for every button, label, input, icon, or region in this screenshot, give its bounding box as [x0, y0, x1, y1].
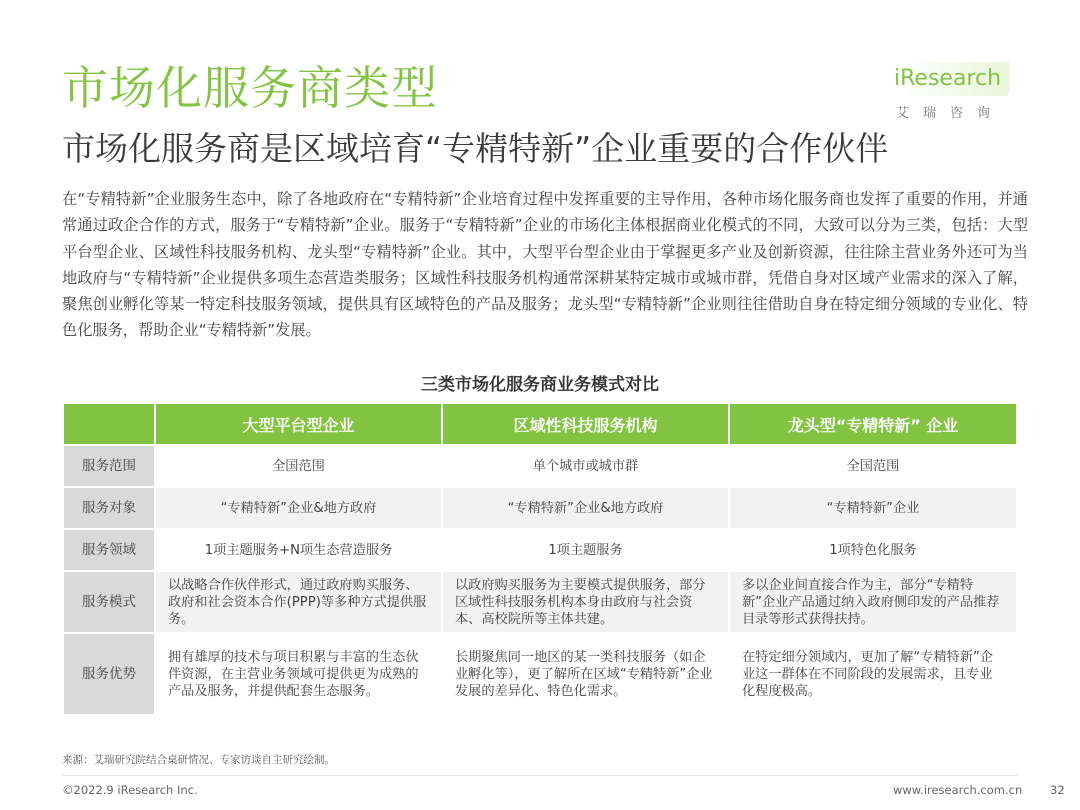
footer-website-link[interactable]: www.iresearch.com.cn [893, 783, 1023, 797]
table-row [64, 444, 1016, 486]
comparison-table [64, 404, 1016, 714]
source-note: 来源：艾瑞研究院结合桌研情况、专家访谈自主研究绘制。 [62, 754, 335, 766]
table-title: 三类市场化服务商业务模式对比 [421, 375, 659, 395]
table-row [64, 486, 1016, 528]
page-number: 32 [1050, 783, 1065, 797]
table-cell: 拥有雄厚的技术与项目积累与丰富的生态伙伴资源，在主营业务领域可提供更为成熟的产品及服务，并提供配套生态服务。 [156, 632, 443, 714]
table-cell: 1项主题服务 [443, 528, 730, 570]
table-cell: 1项特色化服务 [730, 528, 1016, 570]
row-label: 服务模式 [64, 570, 156, 632]
logo-wordmark: iResearch [890, 62, 1009, 96]
row-label: 服务优势 [64, 632, 156, 714]
table-cell: 全国范围 [156, 444, 443, 486]
table-row [64, 632, 1016, 714]
table-cell: “专精特新”企业&地方政府 [156, 486, 443, 528]
page-title: 市场化服务商类型 [62, 61, 438, 115]
table-cell: 以政府购买服务为主要模式提供服务，部分区域性科技服务机构本身由政府与社会资本、高校院所等主体共建。 [443, 570, 730, 632]
table-cell: “专精特新”企业&地方政府 [443, 486, 730, 528]
table-row [64, 570, 1016, 632]
table-cell: 单个城市或城市群 [443, 444, 730, 486]
footer-divider [62, 775, 1018, 776]
header-corner [64, 404, 156, 444]
table-row [64, 528, 1016, 570]
column-header: 区域性科技服务机构 [443, 404, 730, 444]
row-label: 服务领域 [64, 528, 156, 570]
column-header: 大型平台型企业 [156, 404, 443, 444]
table-cell: “专精特新”企业 [730, 486, 1016, 528]
table-cell: 全国范围 [730, 444, 1016, 486]
column-header: 龙头型“专精特新” 企业 [730, 404, 1016, 444]
table-cell: 1项主题服务+N项生态营造服务 [156, 528, 443, 570]
table-cell: 在特定细分领域内，更加了解“专精特新”企业这一群体在不同阶段的发展需求，且专业化程度极高。 [730, 632, 1016, 714]
table-cell: 长期聚焦同一地区的某一类科技服务（如企业孵化等），更了解所在区域“专精特新”企业发展的差异化、特色化需求。 [443, 632, 730, 714]
logo-chinese-name: 艾瑞咨询 [896, 106, 1005, 121]
row-label: 服务对象 [64, 486, 156, 528]
table-cell: 多以企业间直接合作为主，部分“专精特新”企业产品通过纳入政府侧印发的产品推荐目录等形式获得扶持。 [730, 570, 1016, 632]
iresearch-logo [890, 62, 1040, 122]
table-cell: 以战略合作伙伴形式，通过政府购买服务、政府和社会资本合作(PPP)等多种方式提供服务。 [156, 570, 443, 632]
copyright: ©2022.9 iResearch Inc. [62, 783, 198, 797]
row-label: 服务范围 [64, 444, 156, 486]
page-subtitle: 市场化服务商是区域培育“专精特新”企业重要的合作伙伴 [62, 129, 889, 168]
table-header-row [64, 404, 1016, 444]
intro-paragraph: 在“专精特新”企业服务生态中，除了各地政府在“专精特新”企业培育过程中发挥重要的主导作用，各种市场化服务商也发挥了重要的作用，并通常通过政企合作的方式，服务于“专精特新”企业。服务于“专精特新”企业的市场化主体根据商业化模式的不同，大致可以分为三类，包括：大型平台型企业、区域性科技服务机构、龙头型“专精特新”企业。其中，大型平台型企业由于掌握更多产业及创新资源，往往除主营业务外还可为当地政府与“专精特新”企业提供多项生态营造类服务；区域性科技服务机构通常深耕某特定城市或城市群，凭借自身对区域产业需求的深入了解，聚焦创业孵化等某一特定科技服务领域，提供具有区域特色的产品及服务；龙头型“专精特新”企业则往往借助自身在特定细分领域的专业化、特色化服务，帮助企业“专精特新”发展。 [62, 190, 1028, 340]
